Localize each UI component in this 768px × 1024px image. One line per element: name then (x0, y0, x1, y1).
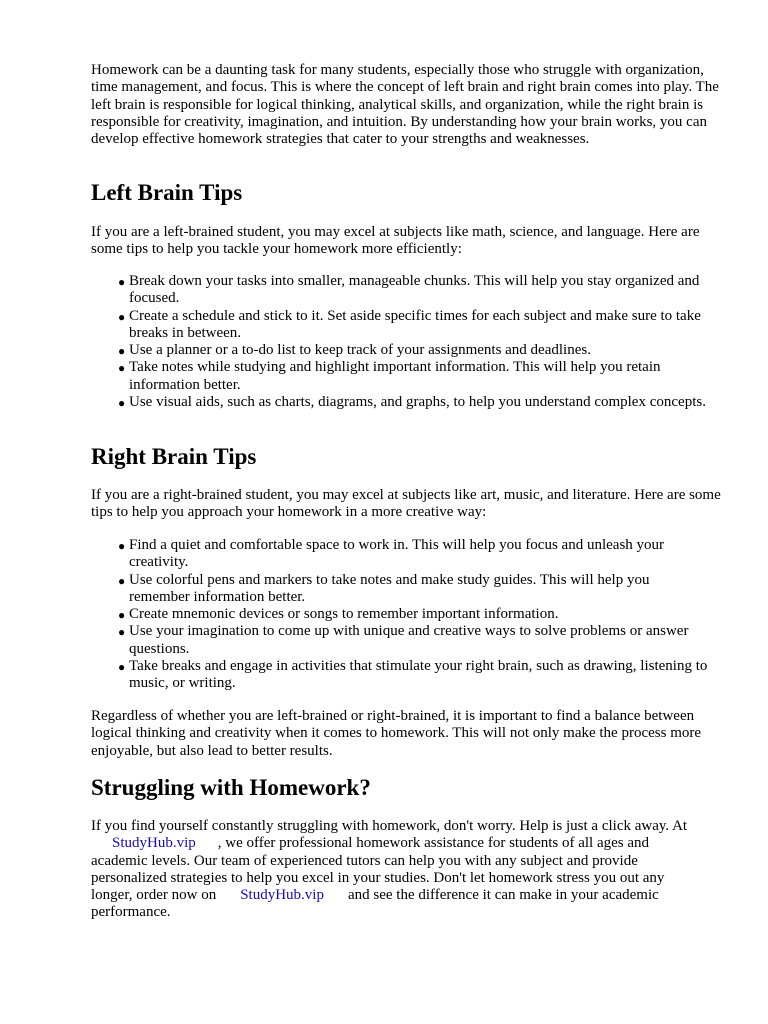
right-brain-heading: Right Brain Tips (91, 444, 257, 469)
studyhub-link[interactable]: StudyHub.vip (112, 835, 196, 852)
bullet-icon: ● (118, 573, 126, 588)
struggling-paragraph (91, 818, 731, 922)
struggling-line: If you find yourself constantly struggling with homework, don't worry. Help is just a click away. At (91, 818, 688, 834)
bullet-icon: ● (118, 660, 126, 675)
struggling-heading: Struggling with Homework? (91, 775, 371, 800)
bullet-icon: ● (118, 309, 126, 324)
list-item: ● Create a schedule and stick to it. Set aside specific times for each subject and make sure to take breaks in between. (118, 307, 701, 341)
bullet-icon: ● (118, 361, 126, 376)
list-item: ● Take breaks and engage in activities that stimulate your right brain, such as drawing, listening to music, or writing. (118, 658, 708, 692)
struggling-line: academic levels. Our team of experienced tutors can help you with any subject and provide (91, 852, 638, 869)
list-item: ● Use colorful pens and markers to take notes and make study guides. This will help you remember information better. (118, 571, 650, 605)
list-item: ● Create mnemonic devices or songs to remember important information. (91, 606, 711, 623)
bullet-icon: ● (118, 396, 126, 411)
list-item: ● Take notes while studying and highlight important information. This will help you retain information better. (118, 359, 661, 393)
list-item: ● Use your imagination to come up with unique and creative ways to solve problems or answer questions. (118, 623, 689, 657)
list-item: ● Find a quiet and comfortable space to work in. This will help you focus and unleash your creativity. (118, 537, 665, 571)
list-item: ● Use a planner or a to-do list to keep track of your assignments and deadlines. (91, 342, 711, 359)
bullet-icon: ● (118, 608, 126, 623)
right-brain-tips-list (91, 537, 711, 693)
list-item: ● Use visual aids, such as charts, diagrams, and graphs, to help you understand complex concepts. (91, 394, 711, 411)
right-brain-lead: If you are a right-brained student, you may excel at subjects like art, music, and literature. Here are some tips to help you approach your homework in a more creative way: (91, 487, 721, 521)
bullet-icon: ● (118, 344, 126, 359)
list-item: ● Break down your tasks into smaller, manageable chunks. This will help you stay organized and focused. (118, 273, 700, 307)
studyhub-link-2[interactable]: StudyHub.vip (240, 887, 324, 904)
struggling-line: performance. (91, 904, 171, 921)
bullet-icon: ● (118, 539, 126, 553)
bullet-icon: ● (118, 625, 126, 640)
left-brain-heading: Left Brain Tips (91, 180, 243, 205)
left-brain-tips-list (91, 273, 711, 411)
intro-paragraph: Homework can be a daunting task for many students, especially those who struggle with organization, time management, and focus. This is where the concept of left brain and right brain comes into play. The left brain is responsible for logical thinking, analytical skills, and organization, while the right brain is responsible for creativity, imagination, and intuition. By understanding how your brain works, you can develop effective homework strategies that cater to your strengths and weaknesses. (91, 62, 719, 148)
struggling-line: longer, order now on StudyHub.vip and see the difference it can make in your academic (91, 887, 659, 904)
struggling-line: StudyHub.vip , we offer professional homework assistance for students of all ages and (91, 835, 731, 852)
struggling-line: personalized strategies to help you excel in your studies. Don't let homework stress you out any (91, 869, 665, 886)
left-brain-lead: If you are a left-brained student, you may excel at subjects like math, science, and language. Here are some tips to help you tackle your homework more efficiently: (91, 224, 700, 258)
bullet-icon: ● (118, 275, 126, 289)
balance-paragraph: Regardless of whether you are left-brained or right-brained, it is important to find a balance between logical thinking and creativity when it comes to homework. This will not only make the process more enjoyable, but also lead to better results. (91, 708, 702, 759)
